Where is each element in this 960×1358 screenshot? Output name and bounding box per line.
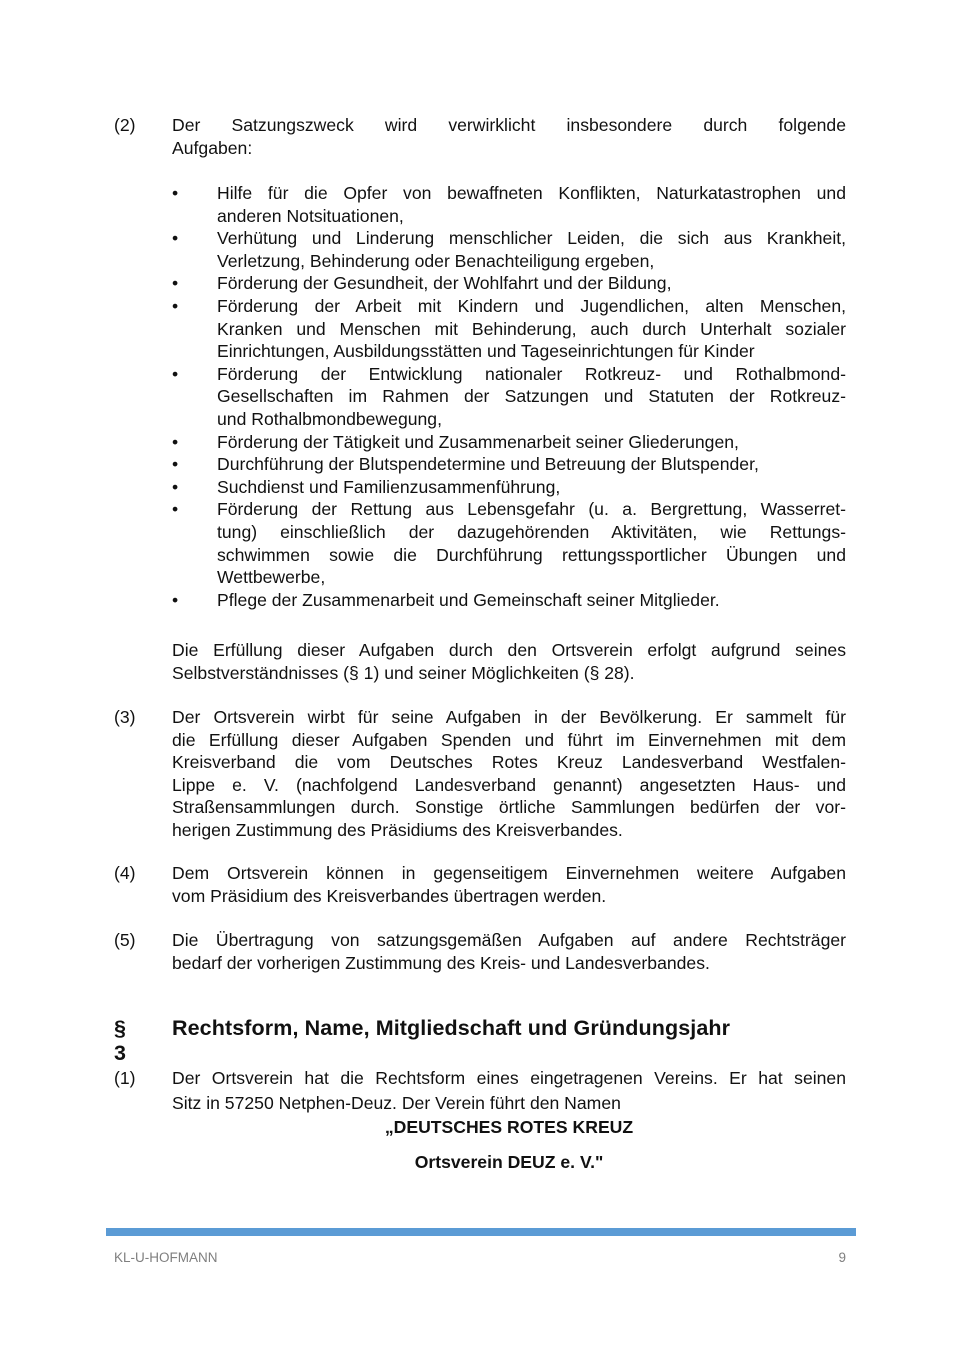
bullet-icon: • <box>172 273 179 294</box>
text-line: Förderung der Arbeit mit Kindern und Jugendlichen, alten Menschen, <box>217 295 846 316</box>
text-line: Gesellschaften im Rahmen der Satzungen und Statuten der Rotkreuz- <box>217 386 846 407</box>
list-item <box>172 589 846 612</box>
text-line: Förderung der Entwicklung nationaler Rotkreuz- und Rothalbmond- <box>217 363 846 384</box>
text-line: Kranken und Menschen mit Behinderung, auch durch Unterhalt sozialer <box>217 318 846 339</box>
list-item <box>172 363 846 431</box>
section-title: Rechtsform, Name, Mitgliedschaft und Gründungsjahr <box>172 1016 731 1040</box>
text-line: Durchführung der Blutspendetermine und Betreuung der Blutspender, <box>217 454 759 475</box>
text-line: Der Ortsverein wirbt für seine Aufgaben in der Bevölkerung. Er sammelt für <box>172 707 846 727</box>
task-list <box>172 182 846 611</box>
text-line: Förderung der Rettung aus Lebensgefahr (u. a. Bergrettung, Wasserret- <box>217 499 846 520</box>
text-line: Der Satzungszweck wird verwirklicht insbesondere durch folgende <box>172 115 846 135</box>
text-line: Der Ortsverein hat die Rechtsform eines eingetragenen Vereins. Er hat seinen <box>172 1068 846 1088</box>
text-line: Selbstverständnisses (§ 1) und seiner Möglichkeiten (§ 28). <box>172 662 635 683</box>
text-line: Dem Ortsverein können in gegenseitigem Einvernehmen weitere Aufgaben <box>172 863 846 883</box>
list-item <box>172 431 846 454</box>
paragraph-5 <box>114 929 846 974</box>
text-line: Straßensammlungen durch. Sonstige örtliche Sammlungen bedürfen der vor- <box>172 797 846 818</box>
text-line: Förderung der Gesundheit, der Wohlfahrt und der Bildung, <box>217 273 672 294</box>
text-line: anderen Notsituationen, <box>217 205 404 226</box>
text-line: Suchdienst und Familienzusammenführung, <box>217 476 561 497</box>
list-item <box>172 476 846 499</box>
text-line: Pflege der Zusammenarbeit und Gemeinschaft seiner Mitglieder. <box>217 589 720 610</box>
text-line: Aufgaben: <box>172 137 253 158</box>
paragraph-number: (1) <box>114 1068 136 1088</box>
paragraph-text <box>172 706 846 842</box>
bullet-icon: • <box>172 476 179 497</box>
bullet-icon: • <box>172 431 179 452</box>
bullet-icon: • <box>172 363 179 384</box>
paragraph-text <box>172 114 846 159</box>
text-line: Kreisverband die vom Deutsches Rotes Kreuz Landesverband Westfalen- <box>172 752 846 773</box>
association-name-line-1: „DEUTSCHES ROTES KREUZ <box>384 1117 634 1137</box>
paragraph-text <box>172 929 846 974</box>
paragraph-text <box>172 1066 846 1116</box>
text-line: die Erfüllung dieser Aufgaben Spenden und führt im Einvernehmen mit dem <box>172 729 846 750</box>
text-line: bedarf der vorherigen Zustimmung des Kreis- und Landesverbandes. <box>172 952 710 973</box>
paragraph-text <box>172 862 846 907</box>
text-line: Einrichtungen, Ausbildungsstätten und Tageseinrichtungen für Kinder <box>217 341 755 362</box>
paragraph-number: (4) <box>114 863 136 883</box>
list-item <box>172 498 846 588</box>
list-item <box>172 182 846 227</box>
association-name-line-2: Ortsverein DEUZ e. V." <box>414 1152 604 1172</box>
list-item <box>172 227 846 272</box>
paragraph-text <box>172 639 846 684</box>
text-line: Lippe e. V. (nachfolgend Landesverband genannt) angesetzten Haus- und <box>172 774 846 795</box>
text-line: herigen Zustimmung des Präsidiums des Kreisverbandes. <box>172 819 623 840</box>
paragraph-3 <box>114 706 846 842</box>
list-item <box>172 272 846 295</box>
text-line: tung) einschließlich der dazugehörenden Aktivitäten, wie Rettungs- <box>217 521 846 542</box>
text-line: schwimmen sowie die Durchführung rettungssportlicher Übungen und <box>217 544 846 565</box>
text-line: Wettbewerbe, <box>217 567 326 588</box>
paragraph-number: (3) <box>114 707 136 727</box>
bullet-icon: • <box>172 228 179 249</box>
page-number: 9 <box>838 1250 846 1265</box>
paragraph-number: (2) <box>114 115 136 135</box>
paragraph-4 <box>114 862 846 907</box>
bullet-icon: • <box>172 454 179 475</box>
list-item <box>172 295 846 363</box>
bullet-icon: • <box>172 295 179 316</box>
bullet-icon: • <box>172 183 179 203</box>
text-line: Hilfe für die Opfer von bewaffneten Konflikten, Naturkatastrophen und <box>217 183 846 203</box>
paragraph-2 <box>114 114 846 159</box>
section3-paragraph-1 <box>114 1066 846 1116</box>
footer-bar <box>106 1228 856 1236</box>
text-line: Die Übertragung von satzungsgemäßen Aufgaben auf andere Rechtsträger <box>172 930 846 950</box>
text-line: vom Präsidium des Kreisverbandes übertragen werden. <box>172 885 607 906</box>
text-line: Förderung der Tätigkeit und Zusammenarbeit seiner Gliederungen, <box>217 431 739 452</box>
section-number: § 3 <box>114 1016 127 1065</box>
paragraph-number: (5) <box>114 930 136 950</box>
bullet-icon: • <box>172 589 179 610</box>
fulfillment-paragraph <box>114 639 846 684</box>
list-item <box>172 453 846 476</box>
footer-author: KL-U-HOFMANN <box>114 1250 218 1265</box>
text-line: Verhütung und Linderung menschlicher Leiden, die sich aus Krankheit, <box>217 228 846 249</box>
text-line: Die Erfüllung dieser Aufgaben durch den Ortsverein erfolgt aufgrund seines <box>172 640 846 660</box>
text-line: und Rothalbmondbewegung, <box>217 408 442 429</box>
text-line: Verletzung, Behinderung oder Benachteiligung ergeben, <box>217 250 655 271</box>
bullet-icon: • <box>172 499 179 520</box>
text-line: Sitz in 57250 Netphen-Deuz. Der Verein führt den Namen <box>172 1093 621 1113</box>
